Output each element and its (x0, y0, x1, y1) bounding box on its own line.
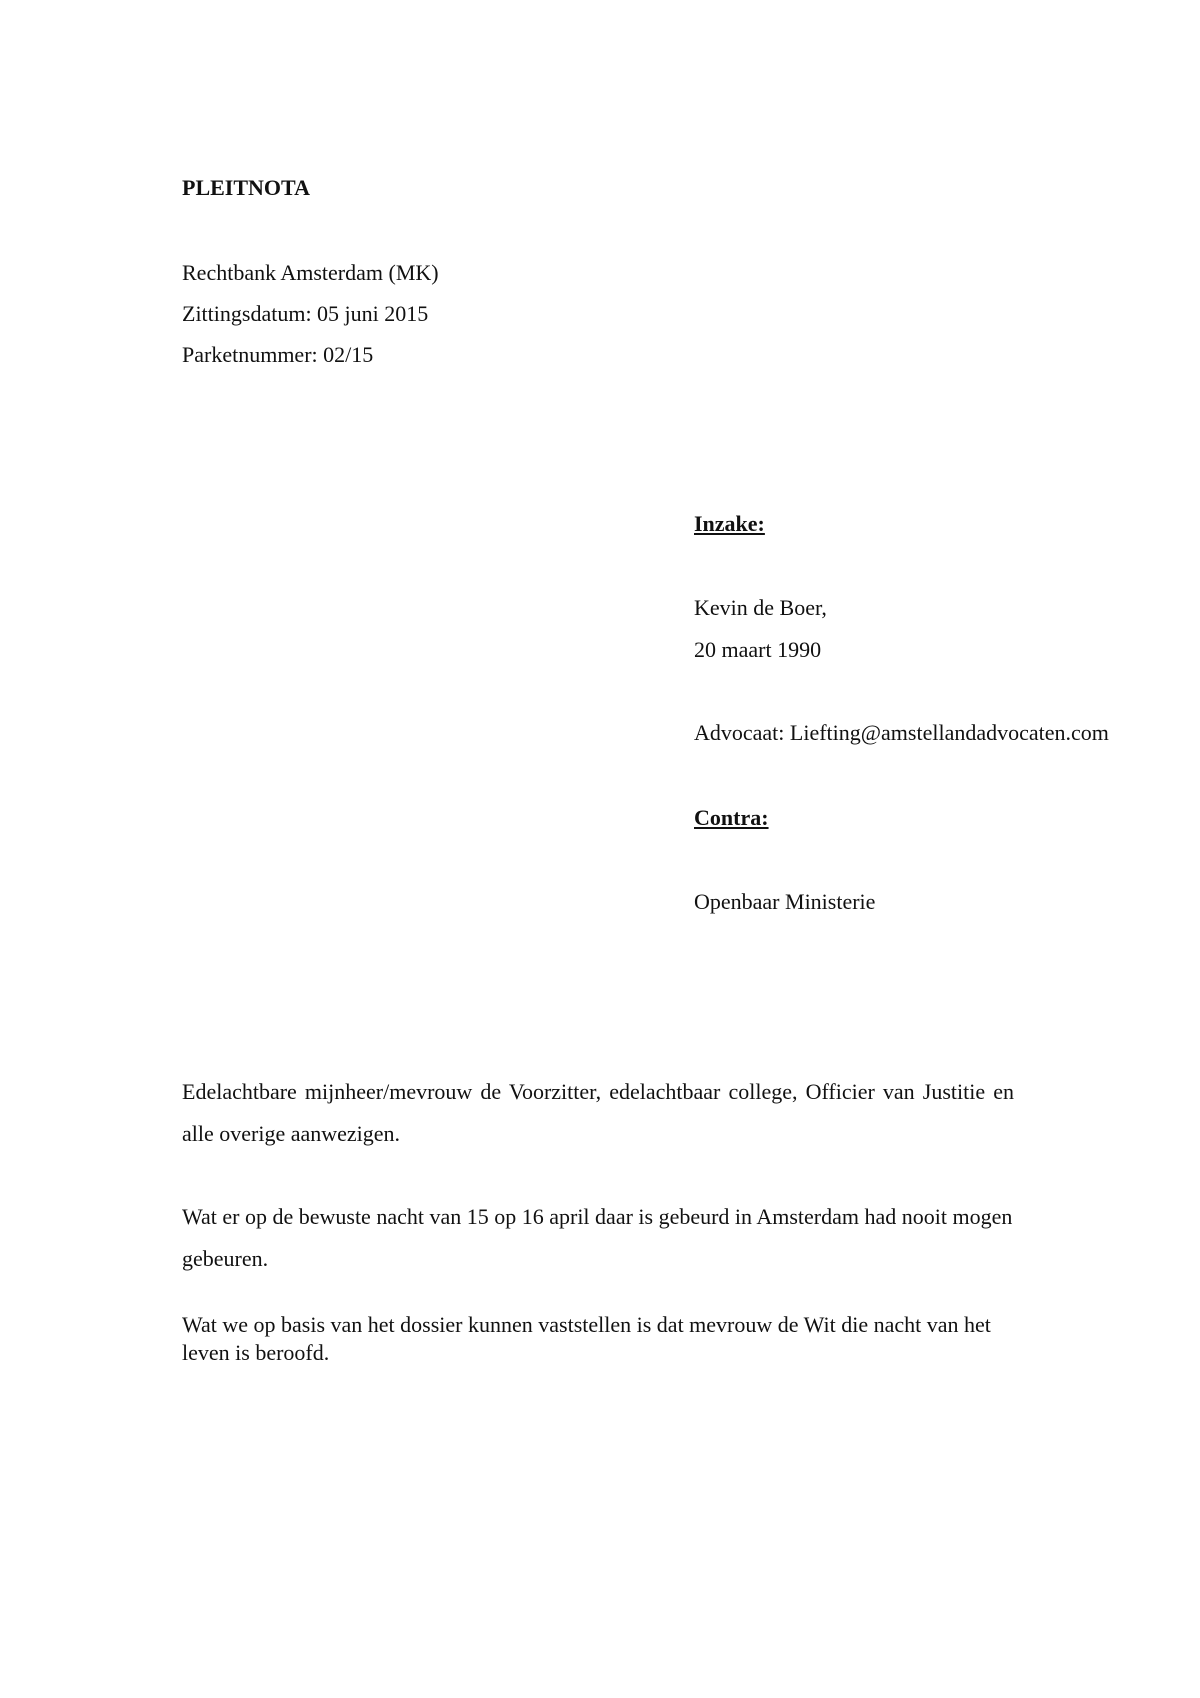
defendant-name: Kevin de Boer, (694, 595, 827, 620)
second-paragraph: Wat er op de bewuste nacht van 15 op 16 april daar is gebeurd in Amsterdam had nooit mogen gebeuren. (182, 1204, 1013, 1271)
opposing-party: Openbaar Ministerie (694, 889, 876, 914)
opening-paragraph: Edelachtbare mijnheer/mevrouw de Voorzitter, edelachtbaar college, Officier van Justitie en alle overige aanwezigen. (182, 1079, 1014, 1146)
defendant-birthdate: 20 maart 1990 (694, 637, 822, 662)
lawyer-contact: Advocaat: Liefting@amstellandadvocaten.com (694, 720, 1109, 745)
contra-heading: Contra: (694, 805, 769, 830)
document-title: PLEITNOTA (182, 175, 310, 200)
third-paragraph: Wat we op basis van het dossier kunnen vaststellen is dat mevrouw de Wit die nacht van het leven is beroofd. (182, 1312, 991, 1365)
session-date: Zittingsdatum: 05 juni 2015 (182, 301, 429, 326)
case-number: Parketnummer: 02/15 (182, 342, 374, 367)
inzake-heading: Inzake: (694, 511, 765, 536)
court-name: Rechtbank Amsterdam (MK) (182, 260, 439, 285)
